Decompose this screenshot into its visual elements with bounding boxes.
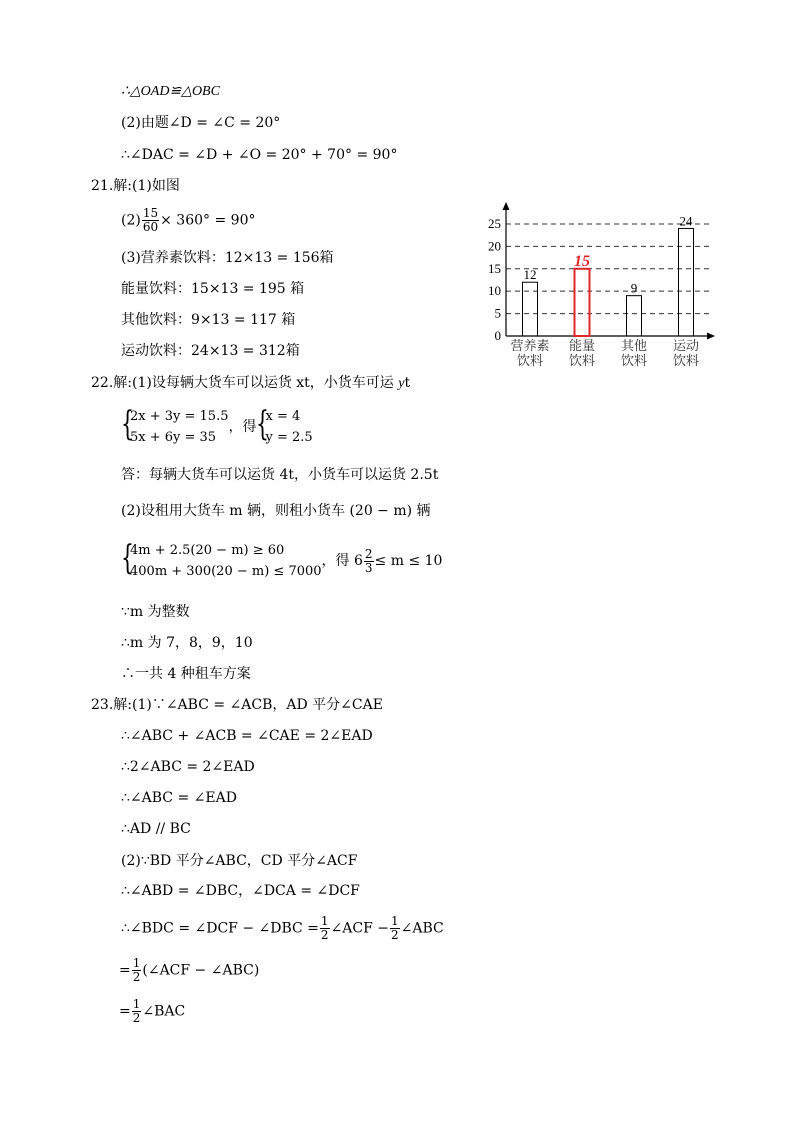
- category-label-1-1: 饮料: [568, 353, 596, 368]
- q23-line7: ∴∠ABD = ∠DBC，∠DCA = ∠DCF: [121, 883, 360, 899]
- bar-3: [679, 228, 694, 336]
- q22-line2: (2)设租用大货车 m 辆，则租小货车 (20 − m) 辆: [121, 503, 431, 519]
- q22-line5: ∴一共 4 种租车方案: [121, 666, 251, 682]
- y-axis-arrow: [503, 202, 510, 210]
- bar-1: [575, 269, 590, 336]
- fraction-half-3: $\frac{1}{2}$: [132, 956, 141, 984]
- solution-system-1: { x = 4 y = 2.5: [256, 404, 313, 445]
- q23-line4: ∴∠ABC = ∠EAD: [121, 790, 237, 806]
- q22-line3: ∵m 为整数: [121, 604, 190, 620]
- q21-line6: 运动饮料：24×13 = 312箱: [121, 343, 300, 359]
- category-label-1-0: 能量: [568, 338, 596, 353]
- drink-bar-chart: [470, 200, 730, 380]
- fraction-2-3: $\frac{2}{3}$: [364, 546, 373, 575]
- q21-label: 21.解:: [91, 178, 132, 194]
- y-tick-label-5: 5: [494, 305, 501, 321]
- line-angle-d-c: (2)由题∠D = ∠C = 20°: [121, 115, 281, 131]
- fraction-half-1: $\frac{1}{2}$: [320, 914, 329, 942]
- inequality-system: { 4m + 2.5(20 − m) ≥ 60 400m + 300(20 − m) ≤ 7000: [121, 538, 322, 579]
- equation-system-1: { 2x + 3y = 15.5 5x + 6y = 35: [121, 404, 229, 445]
- bar-value-label-1: 15: [574, 252, 590, 270]
- category-label-0-1: 饮料: [516, 353, 544, 368]
- fraction-half-4: $\frac{1}{2}$: [132, 997, 141, 1025]
- q23-line8: ∴∠BDC = ∠DCF − ∠DBC = $\frac{1}{2}$ ∠ACF − $\frac{1}{2}$ ∠ABC: [121, 914, 444, 942]
- bar-value-label-3: 24: [679, 213, 693, 229]
- q22-system2: { 4m + 2.5(20 − m) ≥ 60 400m + 300(20 − m) ≤ 7000 ，得 6 $\frac{2}{3}$ ≤ m ≤ 10: [121, 540, 442, 582]
- category-label-2-0: 其他: [620, 338, 648, 353]
- y-tick-label-0: 0: [494, 328, 501, 343]
- fraction-half-2: $\frac{1}{2}$: [391, 914, 399, 942]
- q21-line1: 21.解:(1)如图: [91, 178, 180, 194]
- q23-line9: = $\frac{1}{2}$ (∠ACF − ∠ABC): [119, 956, 260, 984]
- category-label-0-0: 营养素: [510, 338, 550, 353]
- y-tick-label-20: 20: [488, 238, 501, 254]
- y-tick-label-10: 10: [488, 283, 501, 299]
- q22-line4: ∴m 为 7，8，9，10: [121, 635, 253, 651]
- category-label-2-1: 饮料: [620, 353, 648, 368]
- bar-0: [523, 282, 538, 336]
- q21-line2: (2) $\frac{15}{60}$ × 360° = 90°: [121, 206, 256, 234]
- q22-system1: { 2x + 3y = 15.5 5x + 6y = 35 ，得 { x = 4 y = 2.5: [121, 406, 313, 448]
- category-label-3-1: 饮料: [672, 353, 700, 368]
- bar-2: [627, 296, 642, 336]
- line-angle-dac: ∴∠DAC = ∠D + ∠O = 20° + 70° = 90°: [121, 147, 398, 163]
- q21-line5: 其他饮料：9×13 = 117 箱: [121, 312, 296, 328]
- q22-line1: 22.解:(1)设每辆大货车可以运货 xt，小货车可运 yt: [91, 375, 411, 391]
- q23-line3: ∴2∠ABC = 2∠EAD: [121, 759, 255, 775]
- q23-line6: (2)∵BD 平分∠ABC，CD 平分∠ACF: [121, 853, 358, 869]
- q23-line10: = $\frac{1}{2}$ ∠BAC: [119, 997, 186, 1025]
- fraction-15-60: $\frac{15}{60}$: [142, 206, 159, 234]
- y-tick-label-15: 15: [488, 260, 501, 276]
- q21-line3: (3)营养素饮料：12×13 = 156箱: [121, 250, 334, 266]
- y-tick-label-25: 25: [488, 215, 501, 231]
- bar-value-label-0: 12: [523, 267, 537, 283]
- q23-line2: ∴∠ABC + ∠ACB = ∠CAE = 2∠EAD: [121, 728, 373, 744]
- category-label-3-0: 运动: [672, 338, 700, 353]
- bar-value-label-2: 9: [630, 280, 638, 296]
- q22-label: 22.解:: [91, 375, 132, 391]
- q22-answer: 答：每辆大货车可以运货 4t，小货车可以运货 2.5t: [121, 467, 439, 483]
- line-congruence: ∴△OAD≌△OBC: [121, 84, 220, 99]
- q23-line5: ∴AD // BC: [121, 821, 191, 837]
- x-axis-arrow: [707, 333, 715, 340]
- q23-line1: 23.解:(1)∵∠ABC = ∠ACB，AD 平分∠CAE: [91, 697, 383, 713]
- q23-label: 23.解:: [91, 697, 132, 713]
- q21-line4: 能量饮料：15×13 = 195 箱: [121, 281, 305, 297]
